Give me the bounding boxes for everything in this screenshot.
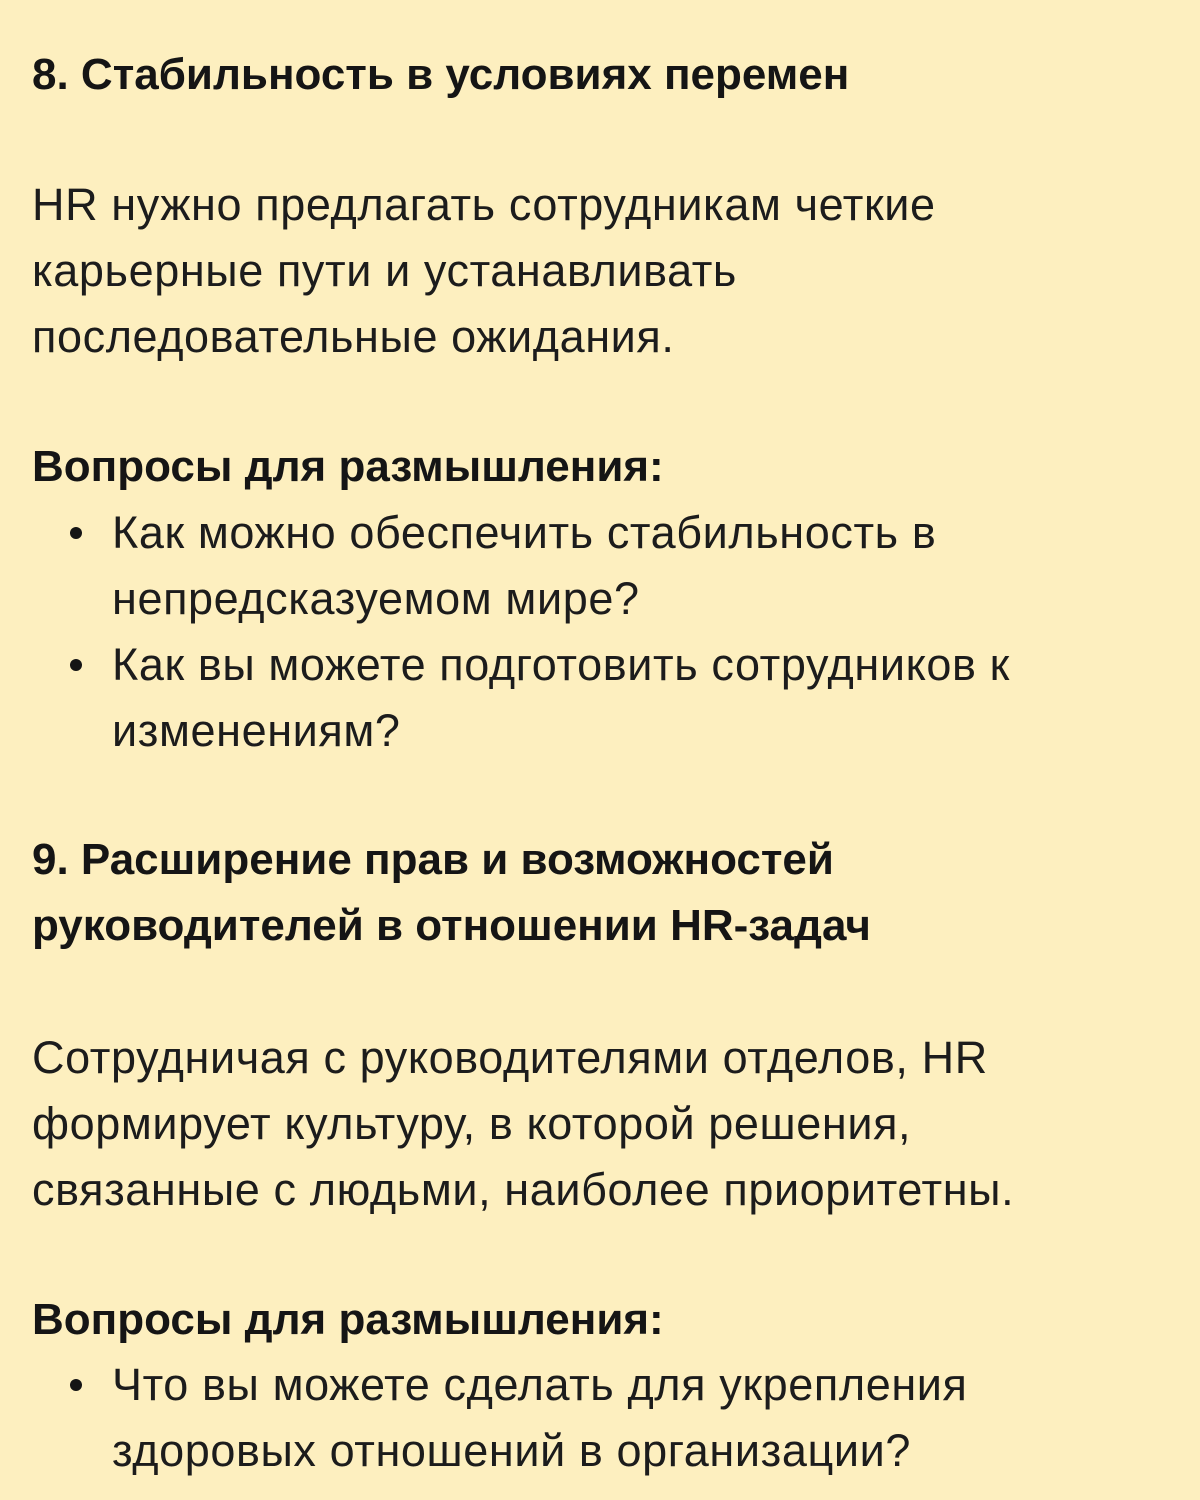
bullet-icon [70,1379,82,1391]
section-8-questions [32,500,1180,764]
heading-line: руководителей в отношении HR-задач [32,901,871,950]
question-line: здоровых отношений в организации? [112,1425,911,1476]
section-9-questions-label [32,1287,1180,1353]
bullet-icon [70,659,82,671]
question-line: Что вы можете сделать для укрепления [112,1359,968,1410]
question-line: Как можно обеспечить стабильность в [112,507,937,558]
body-line: карьерные пути и устанавливать [32,245,737,296]
questions-label: Вопросы для размышления: [32,442,664,491]
list-item [32,1352,1180,1484]
section-8-questions-label [32,434,1180,500]
list-item [32,500,1180,632]
section-9-heading [32,827,1180,959]
body-line: последовательные ожидания. [32,311,675,362]
section-8-body [32,172,1180,370]
questions-label: Вопросы для размышления: [32,1295,664,1344]
question-line: непредсказуемом мире? [112,573,640,624]
question-line: Как вы можете подготовить сотрудников к [112,639,1010,690]
question-line: изменениям? [112,705,401,756]
bullet-icon [70,527,82,539]
list-item [32,632,1180,764]
body-line: связанные с людьми, наиболее приоритетны. [32,1164,1015,1215]
heading-line: 8. Стабильность в условиях перемен [32,50,850,99]
section-8-heading [32,42,1180,108]
section-9-body [32,1025,1180,1223]
body-line: формирует культуру, в которой решения, [32,1098,912,1149]
section-9-questions [32,1352,1180,1484]
heading-line: 9. Расширение прав и возможностей [32,835,834,884]
body-line: HR нужно предлагать сотрудникам четкие [32,179,936,230]
body-line: Сотрудничая с руководителями отделов, HR [32,1032,988,1083]
